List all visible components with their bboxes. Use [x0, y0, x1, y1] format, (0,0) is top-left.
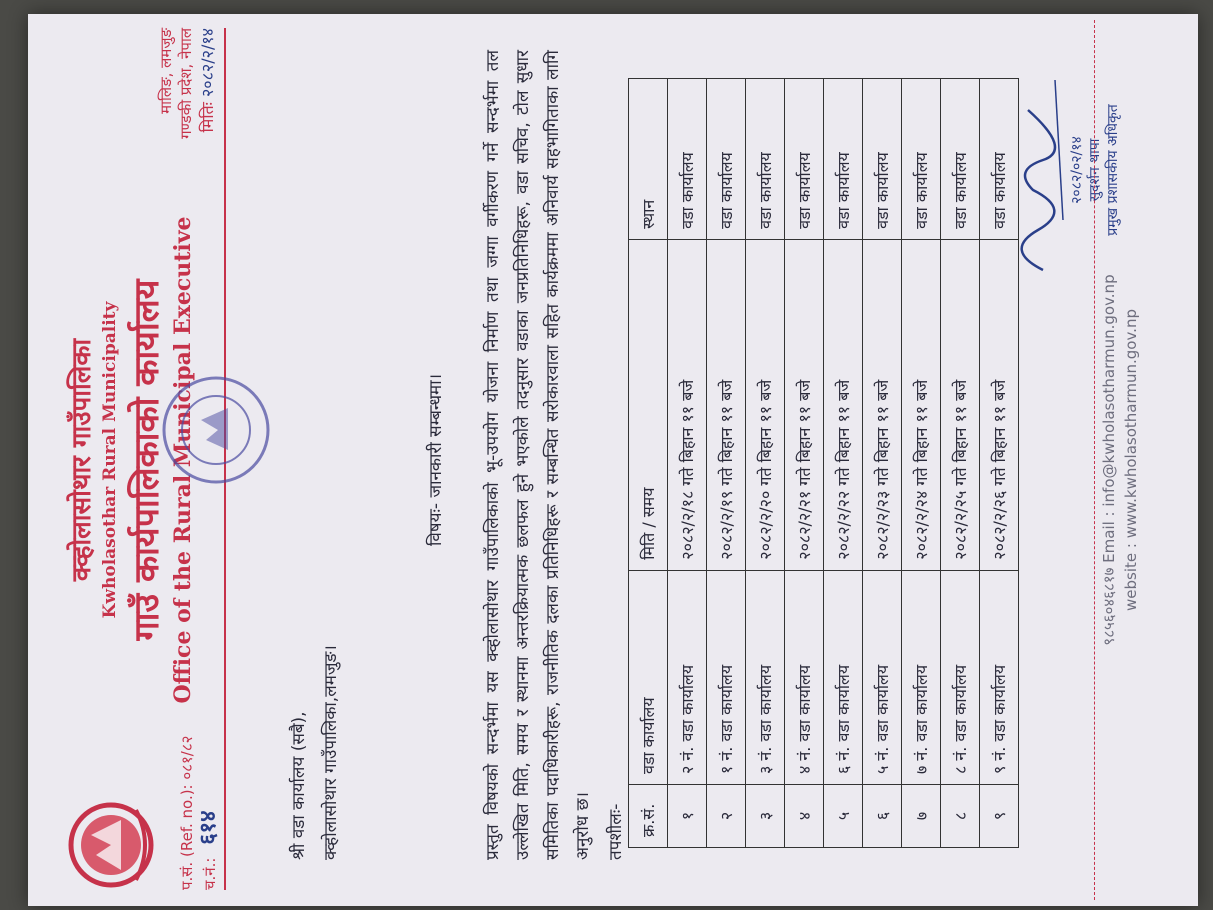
- address-line-2: गण्डकी प्रदेश, नेपाल: [177, 28, 195, 139]
- municipality-name-en: Kwholasothar Rural Municipality: [100, 301, 120, 619]
- table-row: [863, 79, 902, 848]
- cell-venue: वडा कार्यालय: [668, 79, 707, 240]
- office-address: [156, 28, 196, 139]
- footer: [1098, 20, 1142, 900]
- office-name-en: Office of the Rural Municipal Executive: [170, 216, 196, 704]
- cell-sn: ६: [863, 785, 902, 848]
- cell-ward: ३ नं. वडा कार्यालय: [746, 570, 785, 784]
- cell-sn: २: [707, 785, 746, 848]
- office-seal-stamp: [156, 370, 276, 490]
- col-header-venue: स्थान: [629, 79, 668, 240]
- cell-ward: ८ नं. वडा कार्यालय: [941, 570, 980, 784]
- col-header-datetime: मिति / समय: [629, 239, 668, 570]
- recipient: [283, 645, 347, 860]
- cell-sn: ४: [785, 785, 824, 848]
- schedule-table: [628, 78, 1019, 848]
- cell-datetime: २०८२/२/२२ गते बिहान ११ बजे: [824, 239, 863, 570]
- dispatch-number: [198, 736, 221, 890]
- cell-venue: वडा कार्यालय: [707, 79, 746, 240]
- cell-sn: १: [668, 785, 707, 848]
- col-header-ward: वडा कार्यालय: [629, 570, 668, 784]
- cell-datetime: २०८२/२/१८ गते बिहान ११ बजे: [668, 239, 707, 570]
- table-row: [941, 79, 980, 848]
- recipient-line-1: श्री वडा कार्यालय (सबै),: [289, 711, 309, 860]
- cell-datetime: २०८२/२/२४ गते बिहान ११ बजे: [902, 239, 941, 570]
- cell-venue: वडा कार्यालय: [785, 79, 824, 240]
- signature-mark: [993, 60, 1073, 280]
- table-header-row: [629, 79, 668, 848]
- date-label: मितिः: [198, 102, 217, 133]
- cell-ward: २ नं. वडा कार्यालय: [668, 570, 707, 784]
- footer-website: website : www.kwholasotharmun.gov.np: [1122, 309, 1140, 611]
- details-label: तपशीलः-: [606, 803, 626, 860]
- date-value: २०८२/२/१४: [198, 28, 217, 98]
- cell-sn: ९: [980, 785, 1019, 848]
- table-row: [902, 79, 941, 848]
- signatory-name: सुदर्शन थापा: [1087, 138, 1103, 202]
- cell-datetime: २०८२/२/२१ गते बिहान ११ बजे: [785, 239, 824, 570]
- cell-datetime: २०८२/२/२३ गते बिहान ११ बजे: [863, 239, 902, 570]
- cell-sn: ८: [941, 785, 980, 848]
- office-name-np: गाउँ कार्यपालिकाको कार्यालय: [127, 279, 167, 641]
- municipality-name-np: क्व्होलासोथार गाउँपालिका: [67, 338, 97, 582]
- dispatch-label: च.नं.:: [201, 857, 219, 890]
- cell-venue: वडा कार्यालय: [863, 79, 902, 240]
- cell-datetime: २०८२/२/२६ गते बिहान ११ बजे: [980, 239, 1019, 570]
- cell-ward: १ नं. वडा कार्यालय: [707, 570, 746, 784]
- table-row: [785, 79, 824, 848]
- cell-venue: वडा कार्यालय: [824, 79, 863, 240]
- reference-block: [176, 736, 221, 890]
- footer-contact: ९८५६०४६८१७ Email : info@kwholasotharmun.gov.np: [1100, 274, 1118, 646]
- cell-ward: ६ नं. वडा कार्यालय: [824, 570, 863, 784]
- cell-sn: ५: [824, 785, 863, 848]
- cell-datetime: २०८२/२/१९ गते बिहान ११ बजे: [707, 239, 746, 570]
- cell-sn: ७: [902, 785, 941, 848]
- table-row: [824, 79, 863, 848]
- subject-line: विषयः- जानकारी सम्बन्धमा।: [426, 373, 446, 547]
- cell-ward: ९ नं. वडा कार्यालय: [980, 570, 1019, 784]
- signatory-title: प्रमुख प्रशासकीय अधिकृत: [1105, 104, 1121, 236]
- cell-venue: वडा कार्यालय: [902, 79, 941, 240]
- table-row: [707, 79, 746, 848]
- table-row: [668, 79, 707, 848]
- document-page: [28, 14, 1198, 906]
- cell-sn: ३: [746, 785, 785, 848]
- ref-number: प.सं. (Ref. no.): ०८१/८२: [178, 735, 196, 890]
- cell-ward: ४ नं. वडा कार्यालय: [785, 570, 824, 784]
- table-row: [746, 79, 785, 848]
- cell-ward: ५ नं. वडा कार्यालय: [863, 570, 902, 784]
- letter-date: [196, 28, 218, 132]
- address-line-1: मालिङ, लमजुङ: [157, 28, 175, 114]
- col-header-sn: क्र.सं.: [629, 785, 668, 848]
- cell-ward: ७ नं. वडा कार्यालय: [902, 570, 941, 784]
- cell-venue: वडा कार्यालय: [941, 79, 980, 240]
- cell-venue: वडा कार्यालय: [980, 79, 1019, 240]
- letter: [48, 20, 1178, 900]
- letter-body: प्रस्तुत विषयको सन्दर्भमा यस क्व्होलासोथार गाउँपालिकाको भू-उपयोग योजना निर्माण तथा जग्गा वर्गीकरण गर्ने सन्दर्भमा तल उल्लेखित मिति, समय र स्थानमा अन्तरक्रियात्मक छलफल हुने भएकोले तदनुसार वडाका जनप्रतिनिधिहरू, वडा सचिव, टोल सुधार समितिका पदाधिकारीहरू, राजनीतिक दलका प्रतिनिधिहरू र सम्बन्धित सरोकारवाला सहित कार्यक्रममा अनिवार्य सहभागिताका लागि अनुरोध छ।: [483, 50, 593, 860]
- dispatch-value: ६१४: [196, 810, 221, 845]
- footer-divider: [1094, 20, 1095, 900]
- cell-datetime: २०८२/२/२० गते बिहान ११ बजे: [746, 239, 785, 570]
- recipient-line-2: क्व्होलासोथार गाउँपालिका,लमजुङ।: [321, 645, 341, 860]
- cell-datetime: २०८२/२/२५ गते बिहान ११ बजे: [941, 239, 980, 570]
- signature-date: २०८२/०२/१४: [1069, 136, 1085, 204]
- cell-venue: वडा कार्यालय: [746, 79, 785, 240]
